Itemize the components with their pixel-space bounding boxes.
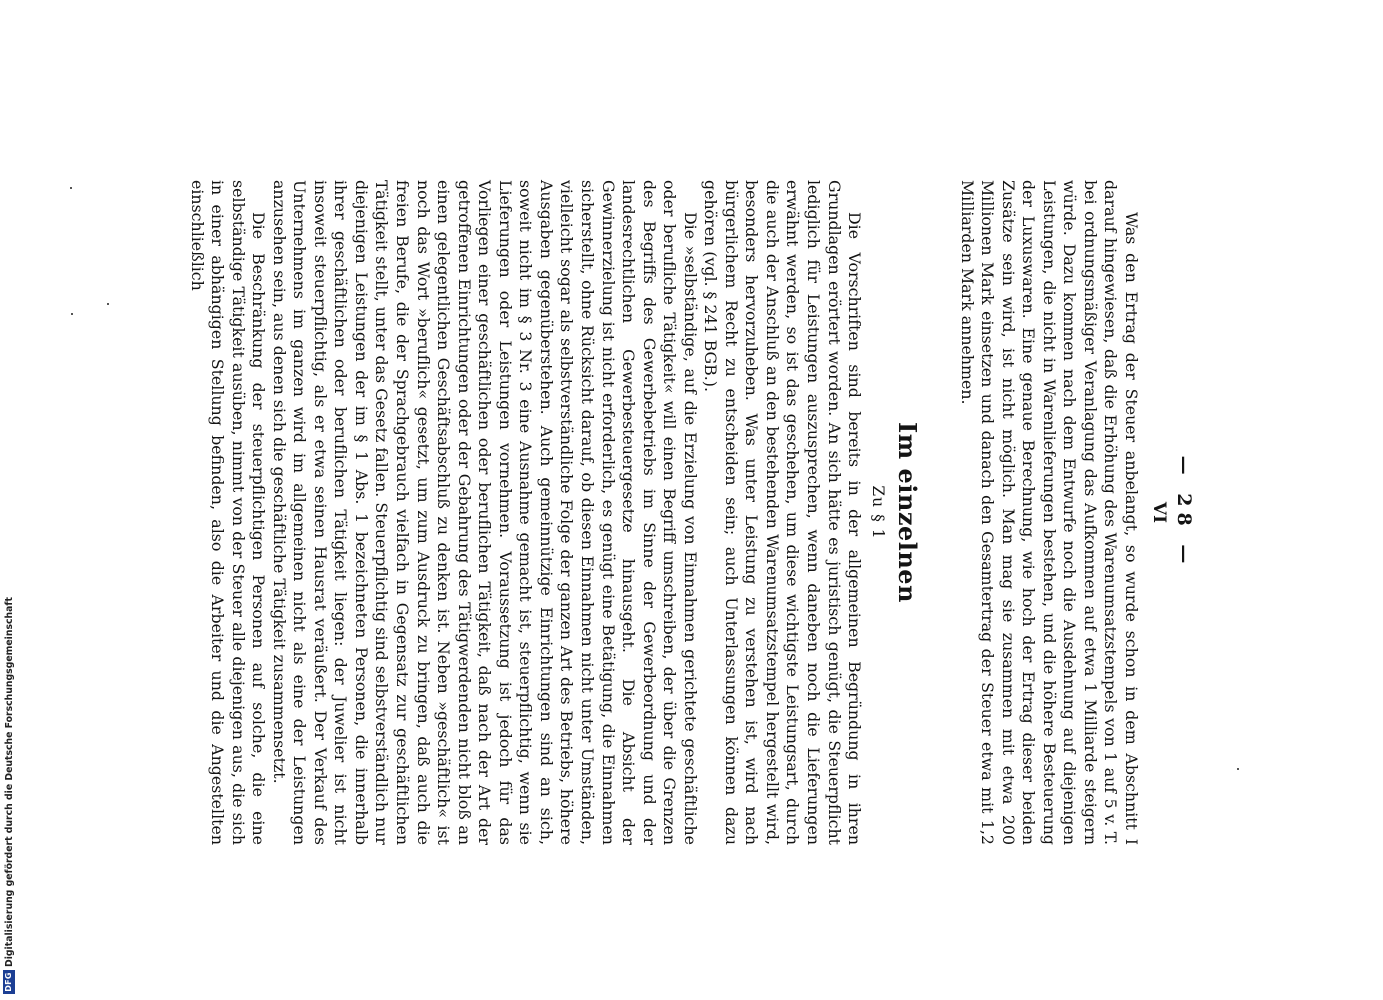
- attribution-strip: [2, 594, 16, 994]
- page-body: [186, 180, 1141, 845]
- intro-paragraph: Was den Ertrag der Steuer anbelangt, so wurde schon in dem Abschnitt I darauf hingewiesen, daß die Erhöhung des Warenumsatzstempels von 1 auf 5 v. T. bei ordnungsmäßiger Veranlagung das Aufkommen auf etwa 1 Milliarde steigern würde. Dazu kommen nach dem Entwurfe noch die Ausdehnung auf diejenigen Leistungen, die nicht in Warenlieferungen bestehen, und die höhere Besteuerung der Luxuswaren. Eine genaue Berechnung, wie hoch der Ertrag dieser beiden Zusätze sein wird, ist nicht möglich. Man mag sie zusammen mit etwa 200 Millionen Mark einsetzen und danach den Gesamtertrag der Steuer etwa mit 1,2 Milliarden Mark annehmen.: [957, 180, 1141, 845]
- page-number: — 28 —: [1173, 455, 1195, 570]
- scan-speck: [71, 313, 73, 315]
- document-page: [160, 180, 1220, 845]
- page-header: [1149, 180, 1220, 845]
- margin-attribution: [0, 0, 18, 1000]
- body-paragraph: Die »selbständige, auf die Erzielung von Einnahmen gerichtete geschäftliche oder berufliche Tätigkeit« will einen Begriff umschreiben, der über die Grenzen des Begriffs des Gewerbebetriebs im Sinne der Gewerbeordnung und der landesrechtlichen Gewerbesteuergesetze hinausgeht. Die Absicht der Gewinnerzielung ist nicht erforderlich, es genügt eine Betätigung, die Einnahmen sicherstellt, ohne Rücksicht darauf, ob diesen Einnahmen nicht unter Umständen, vielleicht sogar als selbstverständliche Folge der ganzen Art des Betriebs, höhere Ausgaben gegenüberstehen. Auch gemeinnützige Einrichtungen sind an sich, soweit nicht im § 3 Nr. 3 eine Ausnahme gemacht ist, steuerpflichtig, wenn sie Lieferungen oder Leistungen vornehmen. Voraussetzung ist jedoch für das Vorliegen einer geschäftlichen oder beruflichen Tätigkeit, daß nach der Art der getroffenen Einrichtungen oder der Gebahrung des Tätigwerdenden nicht bloß an einen gelegentlichen Geschäftsabschluß zu denken ist. Neben »geschäftlich« ist noch das Wort »beruflich« gesetzt, um zum Ausdruck zu bringen, daß auch die freien Berufe, die der Sprachgebrauch vielfach in Gegensatz zur geschäftlichen Tätigkeit stellt, unter das Gesetz fallen. Steuerpflichtig sind selbstverständlich nur diejenigen Leistungen der im § 1 Abs. 1 bezeichneten Personen, die innerhalb ihrer geschäftlichen oder beruflichen Tätigkeit liegen: der Juwelier ist nicht insoweit steuerpflichtig, als er etwa seinen Hausrat veräußert. Der Verkauf des Unternehmens im ganzen wird im allgemeinen nicht als eine der Leistungen anzusehen sein, aus denen sich die geschäftliche Tätigkeit zusammensetzt.: [269, 180, 700, 845]
- scan-speck: [107, 303, 109, 305]
- scan-speck: [1237, 768, 1239, 770]
- paragraph-reference: Zu § 1: [869, 485, 888, 540]
- section-heading: Im einzelnen: [893, 422, 923, 603]
- attribution-text: Digitalisierung gefördert durch die Deutsche Forschungsgemeinschaft: [3, 597, 15, 967]
- body-paragraph: Die Beschränkung der steuerpflichtigen Personen auf solche, die eine selbständige Tätigkeit ausüben, nimmt von der Steuer alle diejenigen aus, die sich in einer abhängigen Stellung befinden, also die Arbeiter und die Angestellten einschließlich: [187, 180, 269, 845]
- scan-speck: [70, 187, 72, 189]
- body-paragraph: Die Vorschriften sind bereits in der allgemeinen Begründung in ihren Grundlagen erörtert worden. An sich hätte es juristisch genügt, die Steuerpflicht lediglich für Leistungen auszusprechen, wenn daneben noch die Lieferungen erwähnt werden, so ist das geschehen, um diese wichtigste Leistungsart, durch die auch der Anschluß an den bestehenden Warenumsatzstempel hergestellt wird, besonders hervorzuheben. Was unter Leistung zu verstehen ist, wird nach bürgerlichem Recht zu entscheiden sein; auch Unterlassungen können dazu gehören (vgl. § 241 BGB.).: [701, 180, 865, 845]
- section-number: VI: [1149, 501, 1169, 524]
- dfg-logo: DFG: [3, 970, 15, 994]
